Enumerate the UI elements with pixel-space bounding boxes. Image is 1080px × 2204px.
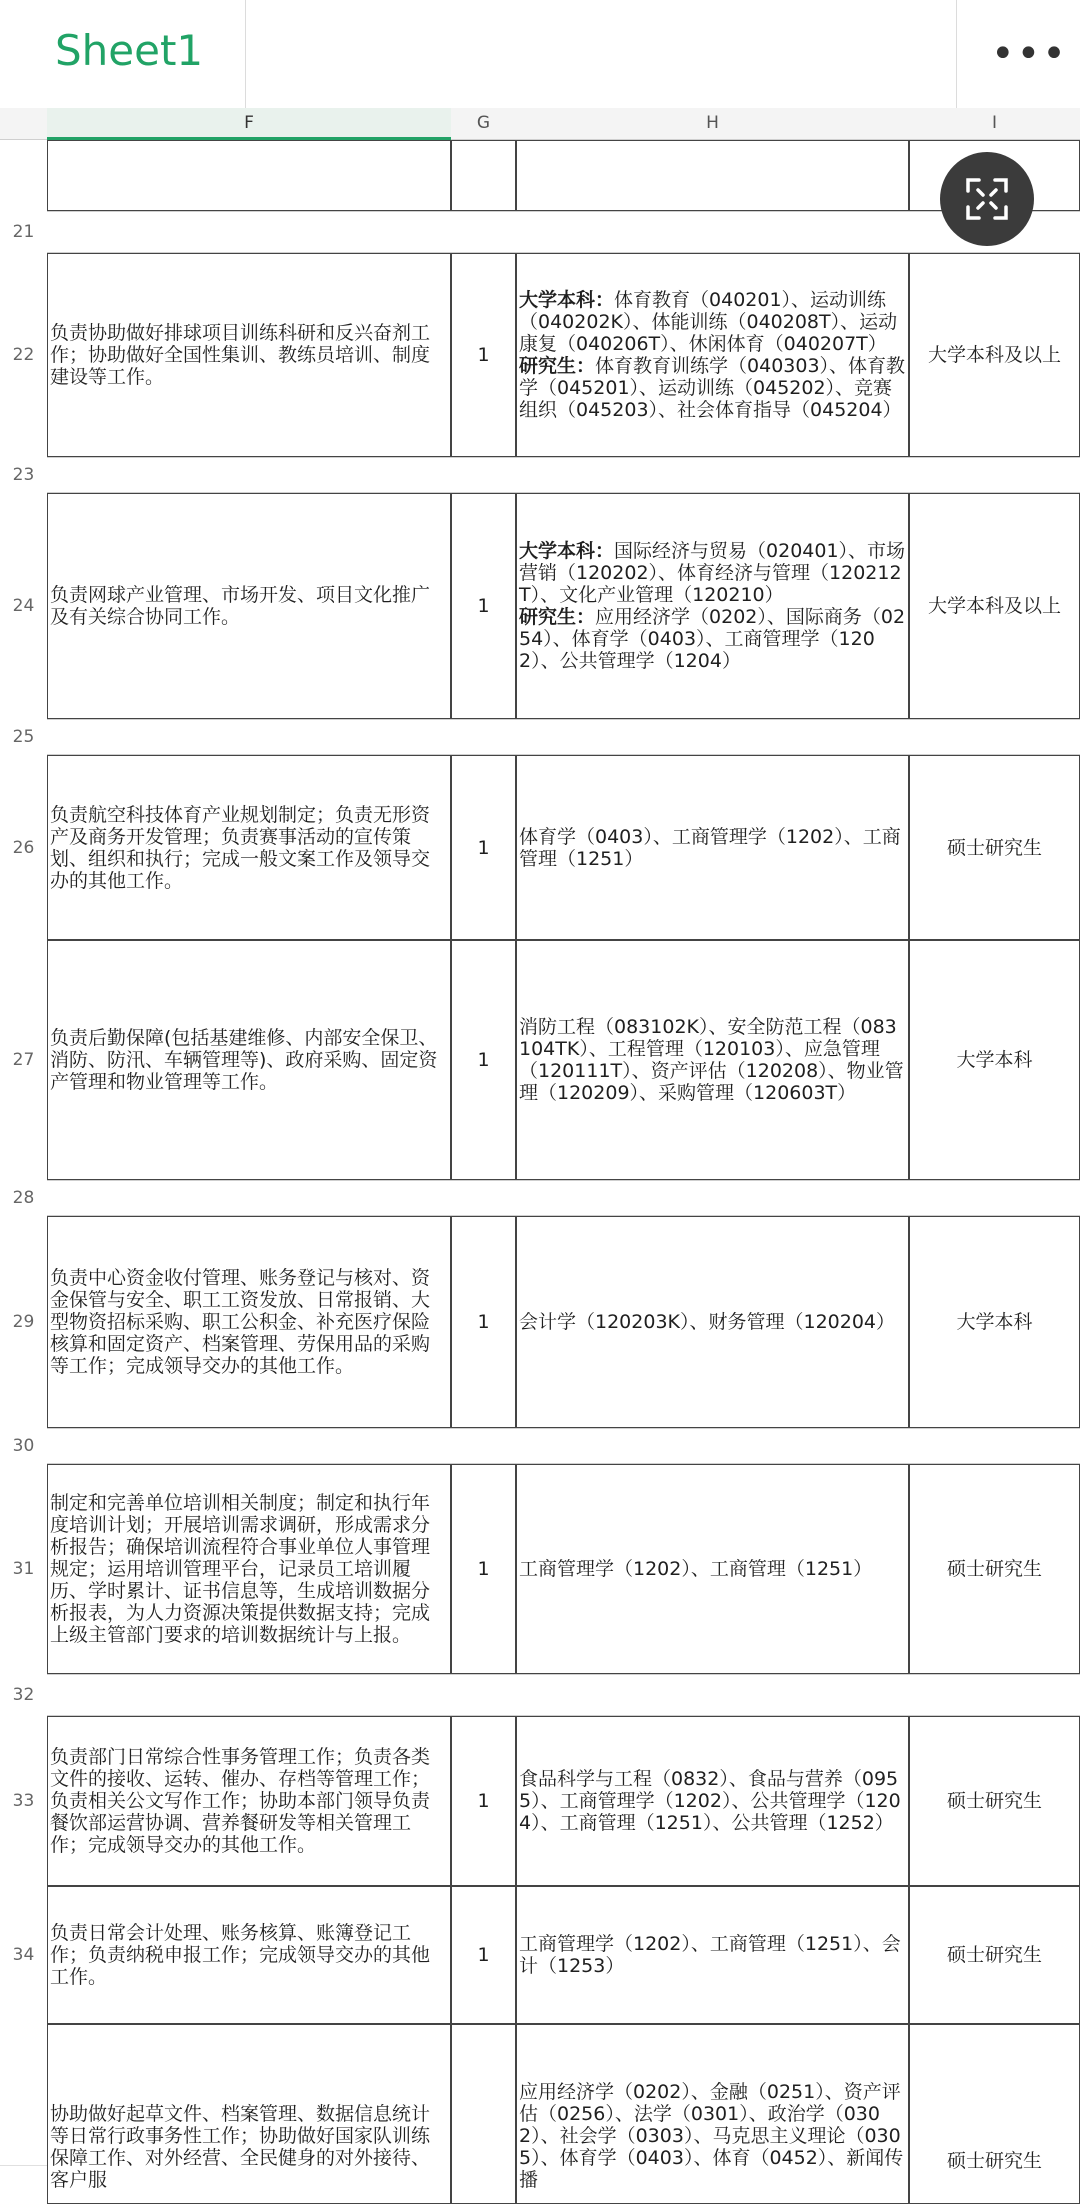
row-number[interactable]: 22: [0, 253, 47, 458]
table-cell-major[interactable]: 消防工程（083102K）、安全防范工程（083104TK）、工程管理（120103）、应急管理（120111T）、资产评估（120208）、物业管理（120209）、采购管理（120603T）: [516, 940, 909, 1180]
table-cell-count[interactable]: 1: [451, 1716, 516, 1886]
row-number[interactable]: 33: [0, 1716, 47, 1887]
row-number[interactable]: [0, 140, 47, 212]
row-number[interactable]: 28: [0, 1180, 47, 1217]
row-number[interactable]: 27: [0, 940, 47, 1181]
table-cell-major[interactable]: 会计学（120203K）、财务管理（120204）: [516, 1216, 909, 1428]
row-number[interactable]: 30: [0, 1428, 47, 1465]
row-number[interactable]: 34: [0, 1886, 47, 2025]
fullscreen-button[interactable]: [940, 152, 1034, 246]
column-header-h[interactable]: H: [516, 108, 910, 140]
table-row[interactable]: [47, 1674, 1080, 1716]
table-cell-major[interactable]: 食品科学与工程（0832）、食品与营养（0955）、工商管理学（1202）、公共管理学（1204）、工商管理（1251）、公共管理（1252）: [516, 1716, 909, 1886]
table-cell-count[interactable]: 1: [451, 253, 516, 457]
column-header-g[interactable]: G: [451, 108, 517, 140]
table-cell-degree[interactable]: 硕士研究生: [909, 1886, 1080, 2024]
table-cell-degree[interactable]: 大学本科及以上: [909, 493, 1080, 719]
row-number[interactable]: 25: [0, 719, 47, 756]
table-cell-major[interactable]: 体育学（0403）、工商管理学（1202）、工商管理（1251）: [516, 755, 909, 940]
row-number[interactable]: 26: [0, 755, 47, 941]
table-cell[interactable]: [516, 140, 909, 211]
table-cell-count[interactable]: [451, 2024, 516, 2204]
table-cell-duty[interactable]: 负责日常会计处理、账务核算、账簿登记工作；负责纳税申报工作；完成领导交办的其他工作。: [47, 1886, 451, 2024]
table-cell-duty[interactable]: 协助做好起草文件、档案管理、数据信息统计等日常行政事务性工作；协助做好国家队训练保障工作、对外经营、全民健身的对外接待、客户服: [47, 2024, 451, 2204]
table-cell-major[interactable]: 工商管理学（1202）、工商管理（1251）、会计（1253）: [516, 1886, 909, 2024]
corner-header[interactable]: [0, 108, 48, 140]
table-cell-major[interactable]: 应用经济学（0202）、金融（0251）、资产评估（0256）、法学（0301）、政治学（0302）、社会学（0303）、马克思主义理论（0305）、体育学（0403）、体育（0452）、新闻传播: [516, 2024, 909, 2204]
table-cell-degree[interactable]: 硕士研究生: [909, 1716, 1080, 1886]
table-cell-count[interactable]: 1: [451, 940, 516, 1180]
table-cell-count[interactable]: 1: [451, 755, 516, 940]
table-cell-degree[interactable]: 大学本科及以上: [909, 253, 1080, 457]
fullscreen-icon: [964, 176, 1010, 222]
row-number[interactable]: [0, 2024, 47, 2166]
column-header-i[interactable]: I: [909, 108, 1080, 140]
table-cell[interactable]: [47, 140, 451, 211]
table-cell-duty[interactable]: 负责网球产业管理、市场开发、项目文化推广及有关综合协同工作。: [47, 493, 451, 719]
table-cell[interactable]: [451, 140, 516, 211]
table-row[interactable]: [47, 719, 1080, 755]
table-cell-duty[interactable]: 负责中心资金收付管理、账务登记与核对、资金保管与安全、职工工资发放、日常报销、大型物资招标采购、职工公积金、补充医疗保险核算和固定资产、档案管理、劳保用品的采购等工作；完成领导交办的其他工作。: [47, 1216, 451, 1428]
table-cell-degree[interactable]: 大学本科: [909, 940, 1080, 1180]
table-cell-count[interactable]: 1: [451, 493, 516, 719]
table-cell-count[interactable]: 1: [451, 1886, 516, 2024]
table-cell-duty[interactable]: 制定和完善单位培训相关制度；制定和执行年度培训计划；开展培训需求调研，形成需求分析报告；确保培训流程符合事业单位人事管理规定；运用培训管理平台，记录员工培训履历、学时累计、证书信息等，生成培训数据分析报表，为人力资源决策提供数据支持；完成上级主管部门要求的培训数据统计与上报。: [47, 1464, 451, 1674]
row-number[interactable]: 24: [0, 493, 47, 720]
table-cell-degree[interactable]: 硕士研究生: [909, 2024, 1080, 2204]
table-cell-degree[interactable]: 硕士研究生: [909, 1464, 1080, 1674]
top-bar: [0, 0, 1080, 109]
row-number[interactable]: 32: [0, 1674, 47, 1717]
table-cell-major[interactable]: 大学本科：国际经济与贸易（020401）、市场营销（120202）、体育经济与管理（120212T）、文化产业管理（120210） 研究生：应用经济学（0202）、国际商务（0254）、体育学（0403）、工商管理学（1202）、公共管理学（1204）: [516, 493, 909, 719]
table-cell-duty[interactable]: 负责部门日常综合性事务管理工作；负责各类文件的接收、运转、催办、存档等管理工作；负责相关公文写作工作；协助本部门领导负责餐饮部运营协调、营养餐研发等相关管理工作；完成领导交办的其他工作。: [47, 1716, 451, 1886]
row-number[interactable]: 23: [0, 457, 47, 494]
sheet-title: Sheet1: [55, 26, 204, 75]
more-menu-button[interactable]: [956, 0, 1080, 108]
table-row[interactable]: [47, 1180, 1080, 1216]
more-dots-icon: •••: [991, 31, 1068, 77]
table-cell-duty[interactable]: 负责协助做好排球项目训练科研和反兴奋剂工作；协助做好全国性集训、教练员培训、制度建设等工作。: [47, 253, 451, 457]
row-number[interactable]: 29: [0, 1216, 47, 1429]
table-cell-major[interactable]: 大学本科：体育教育（040201）、运动训练（040202K）、体能训练（040208T）、运动康复（040206T）、休闲体育（040207T） 研究生：体育教育训练学（040303）、体育教学（045201）、运动训练（045202）、竞赛组织（045203）、社会体育指导（045204）: [516, 253, 909, 457]
table-row[interactable]: [47, 1428, 1080, 1464]
table-cell-count[interactable]: 1: [451, 1216, 516, 1428]
row-number[interactable]: 21: [0, 211, 47, 254]
sheet-tab[interactable]: [0, 0, 246, 108]
table-cell-degree[interactable]: 硕士研究生: [909, 755, 1080, 940]
table-cell-duty[interactable]: 负责航空科技体育产业规划制定；负责无形资产及商务开发管理；负责赛事活动的宣传策划、组织和执行；完成一般文案工作及领导交办的其他工作。: [47, 755, 451, 940]
table-cell-major[interactable]: 工商管理学（1202）、工商管理（1251）: [516, 1464, 909, 1674]
table-cell-degree[interactable]: 大学本科: [909, 1216, 1080, 1428]
table-cell-duty[interactable]: 负责后勤保障(包括基建维修、内部安全保卫、消防、防汛、车辆管理等)、政府采购、固定资产管理和物业管理等工作。: [47, 940, 451, 1180]
table-cell-count[interactable]: 1: [451, 1464, 516, 1674]
row-number[interactable]: 31: [0, 1464, 47, 1675]
column-header-f[interactable]: F: [47, 108, 452, 140]
table-row[interactable]: [47, 457, 1080, 493]
table-row[interactable]: [47, 211, 1080, 253]
